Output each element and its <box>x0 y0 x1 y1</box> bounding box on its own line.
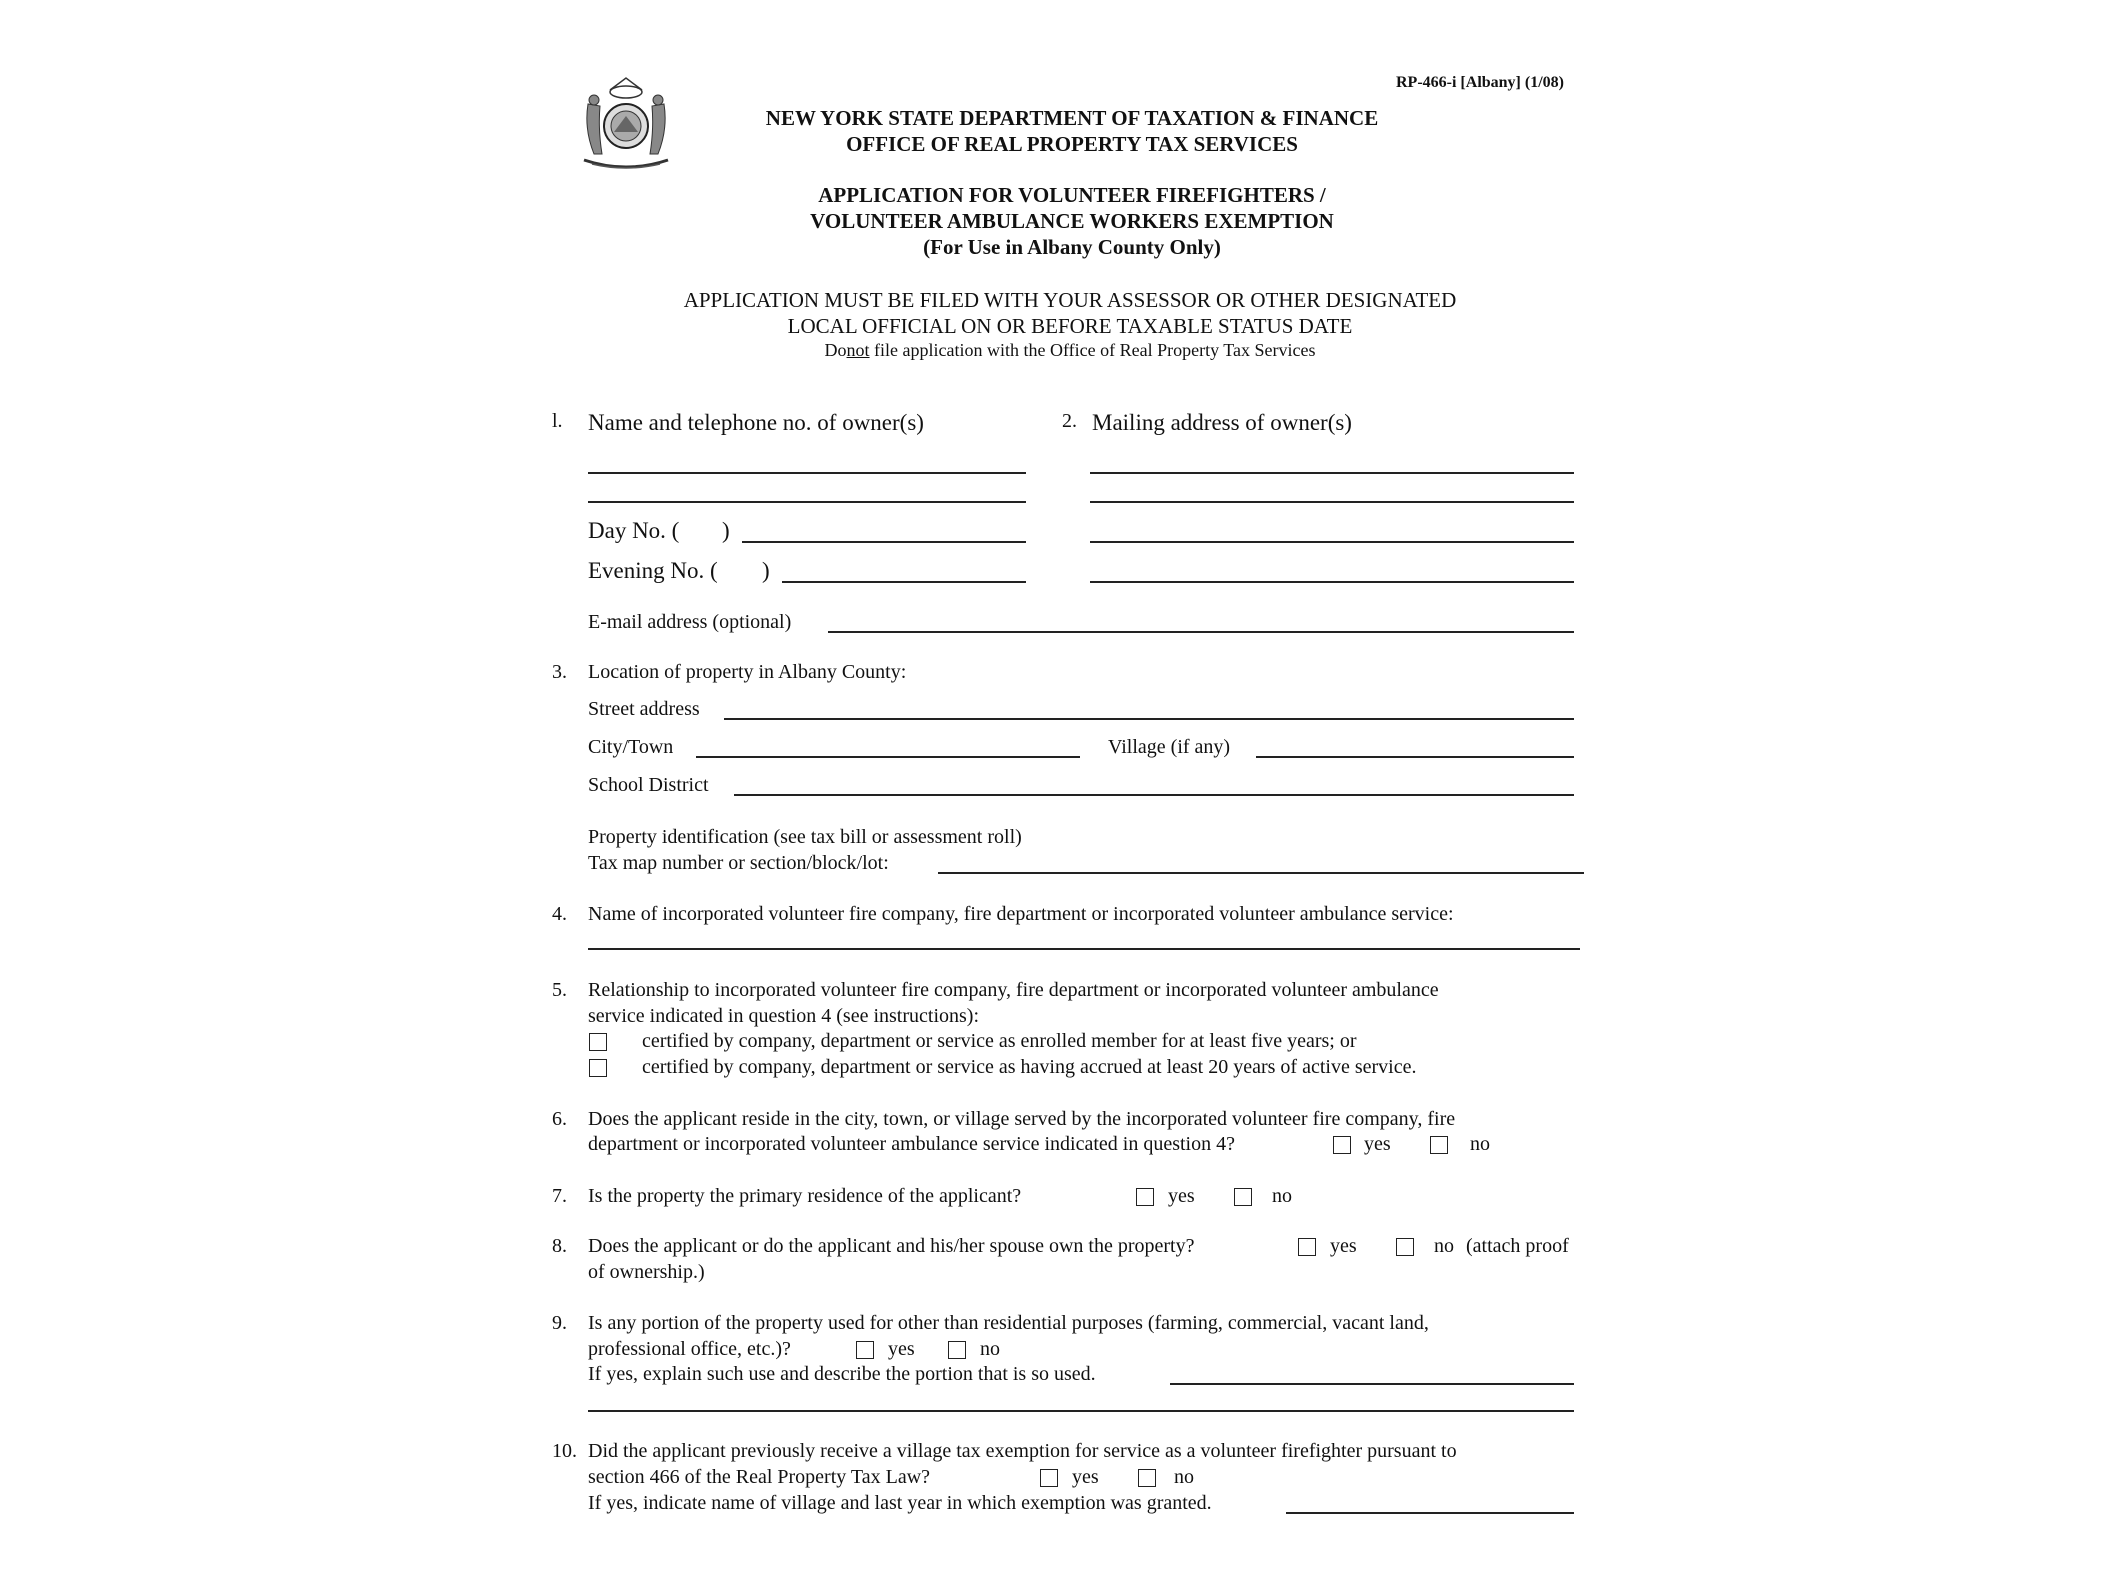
q6-yes-checkbox[interactable] <box>1333 1136 1351 1154</box>
q5-option-2-checkbox[interactable] <box>589 1059 607 1077</box>
q5-line-2: service indicated in question 4 (see instructions): <box>588 1005 980 1027</box>
dept-line-2: OFFICE OF REAL PROPERTY TAX SERVICES <box>846 132 1298 156</box>
email-label: E-mail address (optional) <box>588 611 792 633</box>
q9-no-label: no <box>980 1338 1000 1360</box>
q9-line-3: If yes, explain such use and describe the portion that is so used. <box>588 1363 1096 1385</box>
q7-yes-checkbox[interactable] <box>1136 1188 1154 1206</box>
q8-line-1: Does the applicant or do the applicant and his/her spouse own the property? <box>588 1235 1195 1257</box>
q6-line-2: department or incorporated volunteer ambulance service indicated in question 4? <box>588 1133 1235 1155</box>
q6-no-label: no <box>1470 1133 1490 1155</box>
notice-line-1: APPLICATION MUST BE FILED WITH YOUR ASSESSOR OR OTHER DESIGNATED <box>683 288 1457 312</box>
q9-explain-field-2[interactable] <box>588 1410 1574 1412</box>
q10-number: 10. <box>552 1440 577 1462</box>
day-phone-label: Day No. ( <box>588 518 680 543</box>
owner-name-field-1[interactable] <box>588 472 1026 474</box>
tax-map-label: Tax map number or section/block/lot: <box>588 852 889 874</box>
property-id-label: Property identification (see tax bill or assessment roll) <box>588 826 1022 848</box>
q7-no-checkbox[interactable] <box>1234 1188 1252 1206</box>
title-line-1: APPLICATION FOR VOLUNTEER FIREFIGHTERS / <box>818 183 1326 207</box>
dept-line-1: NEW YORK STATE DEPARTMENT OF TAXATION & FINANCE <box>765 106 1379 130</box>
q3-number: 3. <box>552 661 567 683</box>
city-town-field[interactable] <box>696 756 1080 758</box>
q6-line-1: Does the applicant reside in the city, town, or village served by the incorporated volunteer fire company, fire <box>588 1108 1456 1130</box>
q10-village-year-field[interactable] <box>1286 1512 1574 1514</box>
q10-no-label: no <box>1174 1466 1194 1488</box>
notice-line-2: LOCAL OFFICIAL ON OR BEFORE TAXABLE STATUS DATE <box>787 314 1353 338</box>
village-label: Village (if any) <box>1108 736 1231 758</box>
q5-option-1-label: certified by company, department or service as enrolled member for at least five years; or <box>642 1030 1357 1052</box>
mailing-address-field-1[interactable] <box>1090 472 1574 474</box>
q4-number: 4. <box>552 903 567 925</box>
fire-company-field[interactable] <box>588 948 1580 950</box>
evening-phone-label: Evening No. ( <box>588 558 718 583</box>
q4-label: Name of incorporated volunteer fire company, fire department or incorporated volunteer ambulance service: <box>588 903 1454 925</box>
q5-line-1: Relationship to incorporated volunteer fire company, fire department or incorporated volunteer ambulance <box>588 979 1439 1001</box>
q2-number: 2. <box>1062 410 1077 432</box>
q1-label: Name and telephone no. of owner(s) <box>588 410 924 435</box>
q6-no-checkbox[interactable] <box>1430 1136 1448 1154</box>
q8-yes-label: yes <box>1330 1235 1357 1257</box>
q8-yes-checkbox[interactable] <box>1298 1238 1316 1256</box>
village-field[interactable] <box>1256 756 1574 758</box>
notice-rest: file application with the Office of Real Property Tax Services <box>874 340 1316 360</box>
q7-label: Is the property the primary residence of the applicant? <box>588 1185 1022 1207</box>
q7-yes-label: yes <box>1168 1185 1195 1207</box>
notice-do: Do <box>824 340 847 360</box>
email-field[interactable] <box>828 631 1574 633</box>
q8-no-label: no <box>1434 1235 1454 1257</box>
q10-no-checkbox[interactable] <box>1138 1469 1156 1487</box>
school-district-label: School District <box>588 774 709 796</box>
q5-option-2-label: certified by company, department or service as having accrued at least 20 years of active service. <box>642 1056 1417 1078</box>
q10-line-3: If yes, indicate name of village and last year in which exemption was granted. <box>588 1492 1212 1514</box>
mailing-address-field-4[interactable] <box>1090 581 1574 583</box>
q9-number: 9. <box>552 1312 567 1334</box>
day-phone-field[interactable] <box>742 541 1026 543</box>
mailing-address-field-3[interactable] <box>1090 541 1574 543</box>
q9-line-2: professional office, etc.)? <box>588 1338 791 1360</box>
owner-name-field-2[interactable] <box>588 501 1026 503</box>
street-address-field[interactable] <box>724 718 1574 720</box>
q5-number: 5. <box>552 979 567 1001</box>
q2-label: Mailing address of owner(s) <box>1092 410 1352 435</box>
q10-line-1: Did the applicant previously receive a village tax exemption for service as a volunteer firefighter pursuant to <box>588 1440 1457 1462</box>
title-line-3: (For Use in Albany County Only) <box>923 235 1221 259</box>
notice-not: not <box>846 340 870 360</box>
city-town-label: City/Town <box>588 736 674 758</box>
notice-line-3 <box>0 340 2112 361</box>
q5-option-1-checkbox[interactable] <box>589 1033 607 1051</box>
q3-label: Location of property in Albany County: <box>588 661 907 683</box>
q10-line-2: section 466 of the Real Property Tax Law? <box>588 1466 931 1488</box>
q8-number: 8. <box>552 1235 567 1257</box>
q8-no-checkbox[interactable] <box>1396 1238 1414 1256</box>
school-district-field[interactable] <box>734 794 1574 796</box>
evening-phone-field[interactable] <box>782 581 1026 583</box>
q9-line-1: Is any portion of the property used for other than residential purposes (farming, commercial, vacant land, <box>588 1312 1429 1334</box>
q9-explain-field-1[interactable] <box>1170 1383 1574 1385</box>
q9-yes-label: yes <box>888 1338 915 1360</box>
q7-no-label: no <box>1272 1185 1292 1207</box>
q7-number: 7. <box>552 1185 567 1207</box>
q10-yes-checkbox[interactable] <box>1040 1469 1058 1487</box>
form-id: RP-466-i [Albany] (1/08) <box>1396 74 1564 91</box>
q6-yes-label: yes <box>1364 1133 1391 1155</box>
q10-yes-label: yes <box>1072 1466 1099 1488</box>
q1-number: l. <box>552 410 563 432</box>
q8-attach-proof: (attach proof <box>1466 1235 1569 1257</box>
q9-yes-checkbox[interactable] <box>856 1341 874 1359</box>
q8-line-2: of ownership.) <box>588 1261 705 1283</box>
mailing-address-field-2[interactable] <box>1090 501 1574 503</box>
q6-number: 6. <box>552 1108 567 1130</box>
day-phone-close: ) <box>722 518 730 543</box>
title-line-2: VOLUNTEER AMBULANCE WORKERS EXEMPTION <box>810 209 1334 233</box>
q9-no-checkbox[interactable] <box>948 1341 966 1359</box>
tax-map-field[interactable] <box>938 872 1584 874</box>
evening-phone-close: ) <box>762 558 770 583</box>
street-address-label: Street address <box>588 698 700 720</box>
